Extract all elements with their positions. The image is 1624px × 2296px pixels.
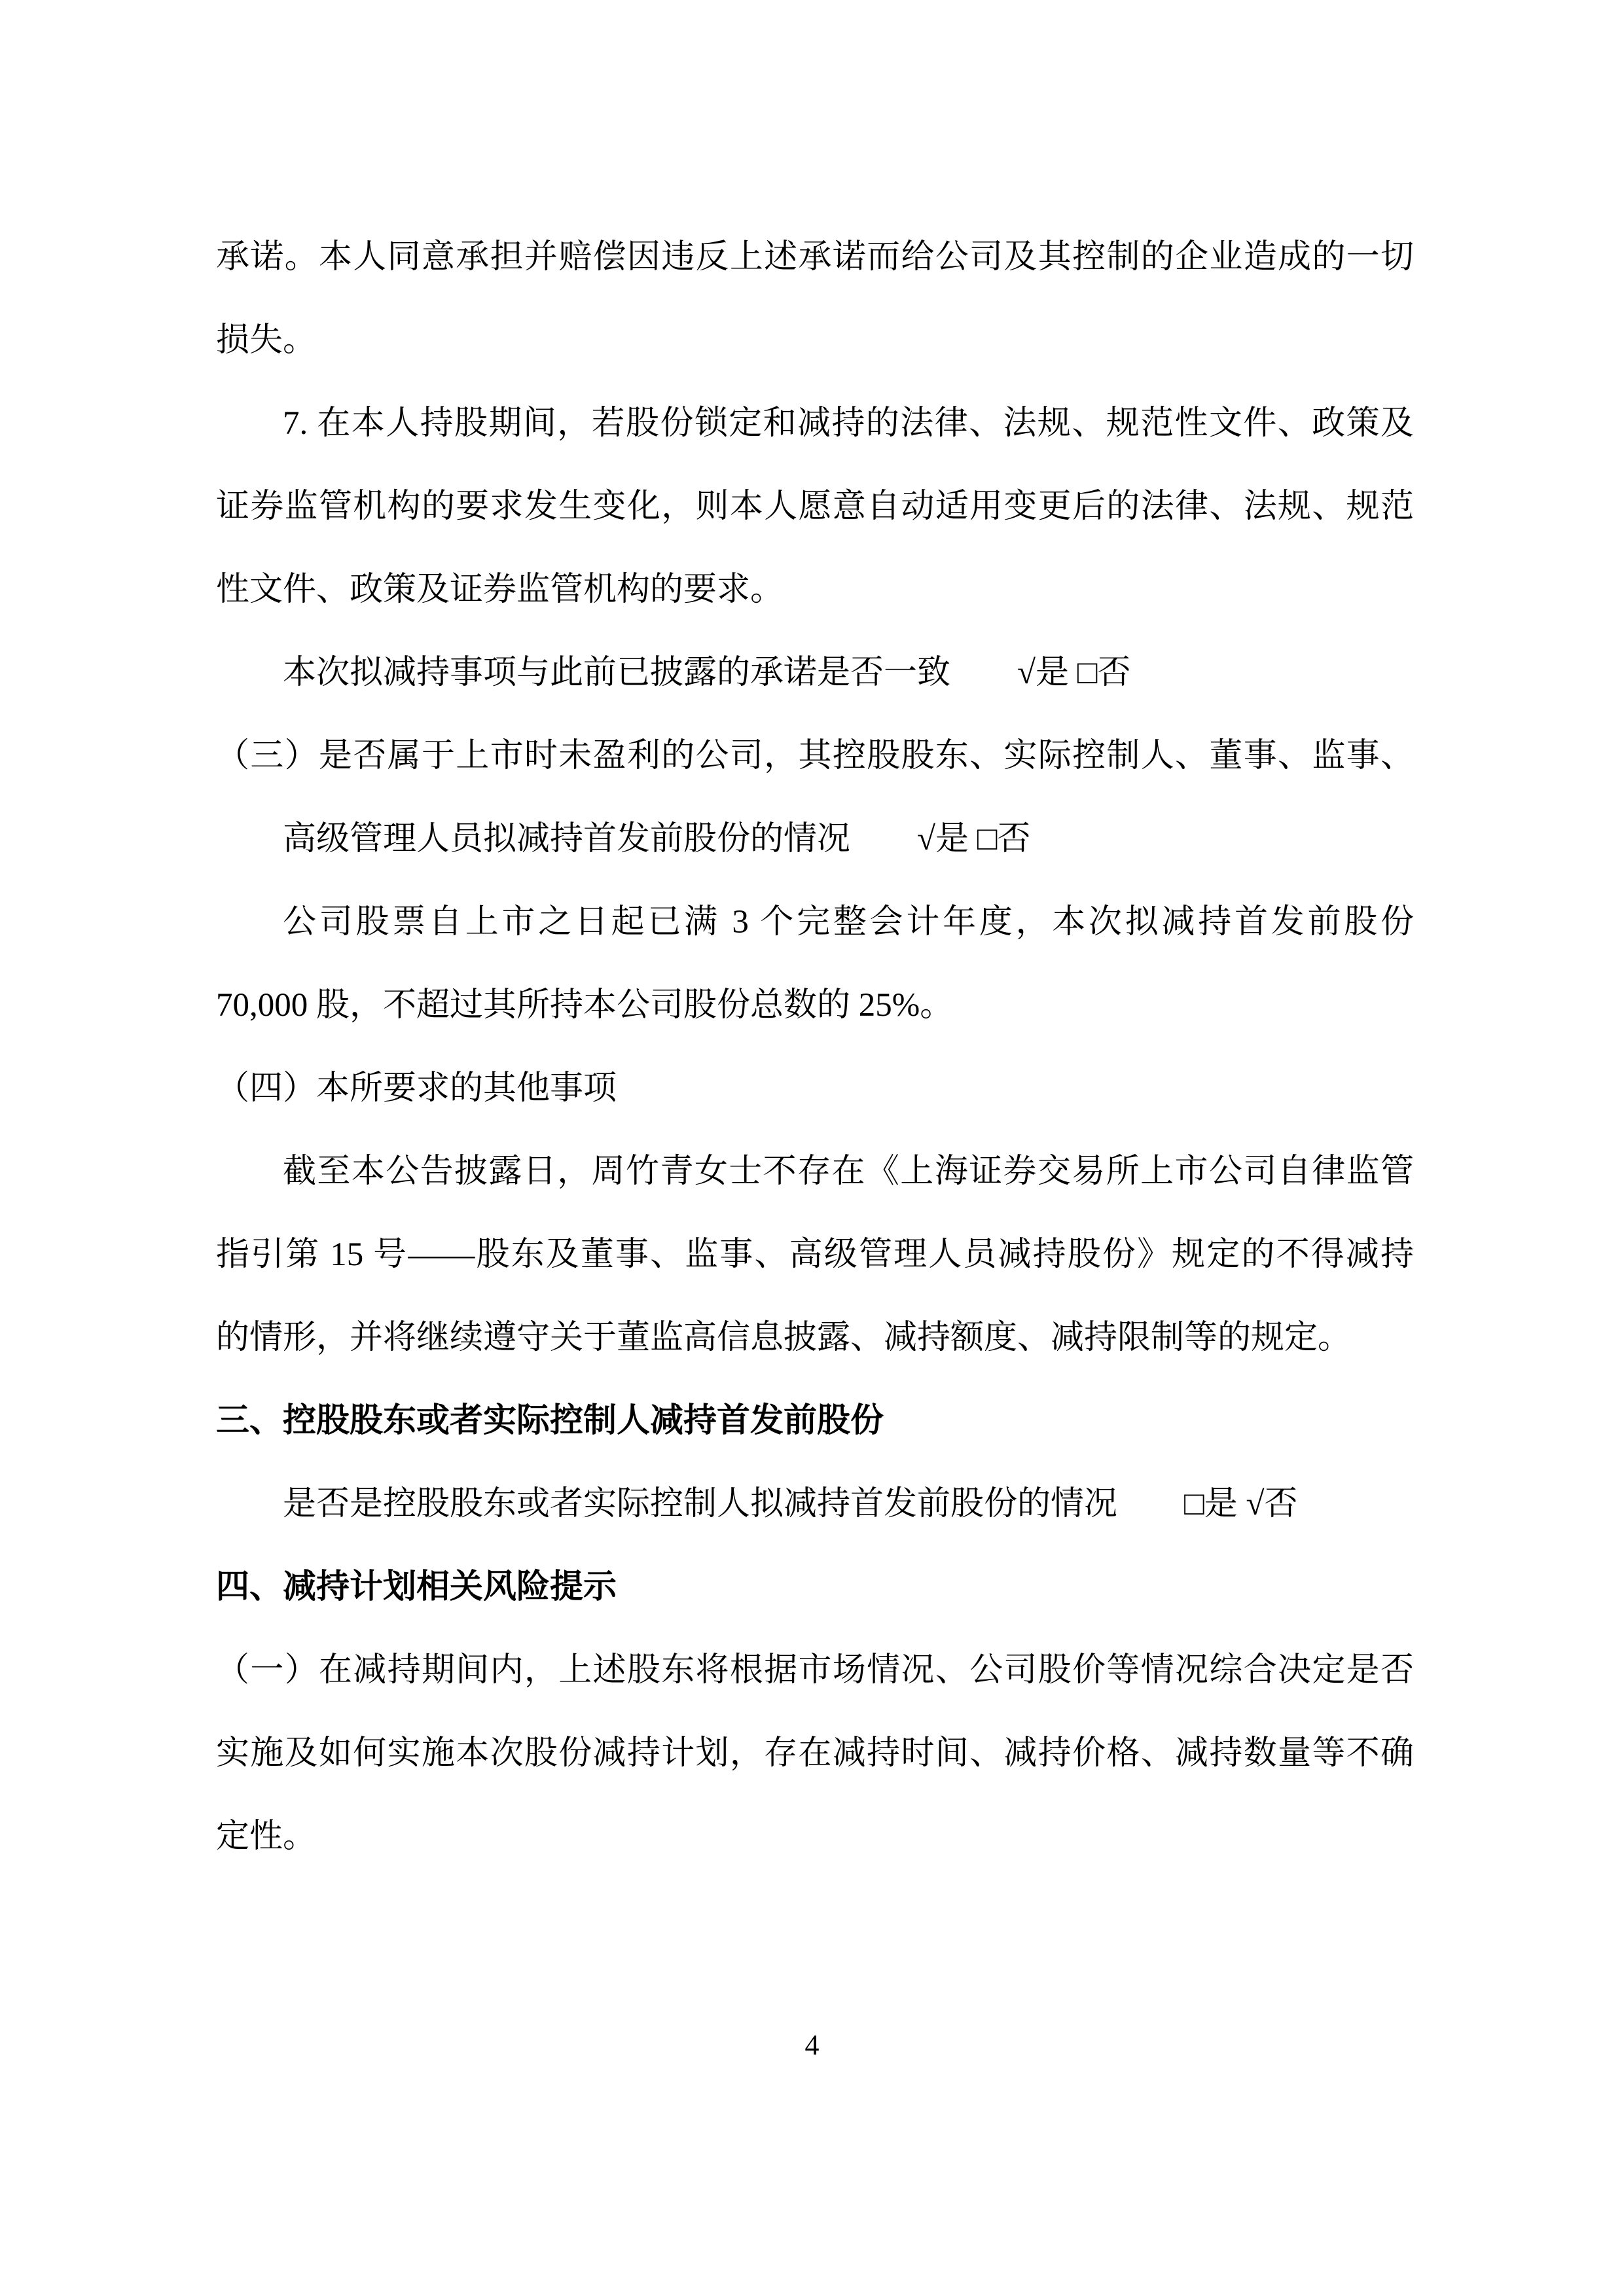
section-heading: 三、控股股东或者实际控制人减持首发前股份 <box>216 1403 884 1439</box>
paragraph-line: 的情形，并将继续遵守关于董监高信息披露、减持额度、减持限制等的规定。 <box>216 1319 1352 1356</box>
document-body <box>216 216 1414 1878</box>
paragraph-line: 截至本公告披露日，周竹青女士不存在《上海证券交易所上市公司自律监管 <box>283 1153 1414 1190</box>
paragraph-line: 实施及如何实施本次股份减持计划，存在减持时间、减持价格、减持数量等不确 <box>216 1735 1414 1772</box>
yes-no-line: 是否是控股股东或者实际控制人拟减持首发前股份的情况 □是 √否 <box>283 1486 1298 1522</box>
paragraph-line: 指引第 15 号——股东及董事、监事、高级管理人员减持股份》规定的不得减持 <box>216 1236 1414 1273</box>
item-3-heading: （三）是否属于上市时未盈利的公司，其控股股东、实际控制人、董事、监事、 <box>216 738 1414 774</box>
item-4-heading: （四）本所要求的其他事项 <box>216 1070 617 1107</box>
yes-no-line: 高级管理人员拟减持首发前股份的情况 √是 □否 <box>283 821 1031 857</box>
paragraph-line: 损失。 <box>216 322 317 359</box>
paragraph-line: 7. 在本人持股期间，若股份锁定和减持的法律、法规、规范性文件、政策及 <box>283 405 1414 442</box>
yes-no-line: 本次拟减持事项与此前已披露的承诺是否一致 √是 □否 <box>283 655 1131 691</box>
section-heading: 四、减持计划相关风险提示 <box>216 1569 617 1605</box>
paragraph-line: 证券监管机构的要求发生变化，则本人愿意自动适用变更后的法律、法规、规范 <box>216 488 1414 525</box>
page-number: 4 <box>804 2029 820 2061</box>
paragraph-line: 公司股票自上市之日起已满 3 个完整会计年度，本次拟减持首发前股份 <box>283 904 1414 941</box>
paragraph-line: 70,000 股，不超过其所持本公司股份总数的 25%。 <box>216 987 954 1024</box>
paragraph-line: 定性。 <box>216 1818 317 1855</box>
paragraph-line: 承诺。本人同意承担并赔偿因违反上述承诺而给公司及其控制的企业造成的一切 <box>216 239 1414 276</box>
paragraph-line: 性文件、政策及证券监管机构的要求。 <box>216 571 784 608</box>
paragraph-line: （一）在减持期间内，上述股东将根据市场情况、公司股价等情况综合决定是否 <box>216 1652 1414 1689</box>
